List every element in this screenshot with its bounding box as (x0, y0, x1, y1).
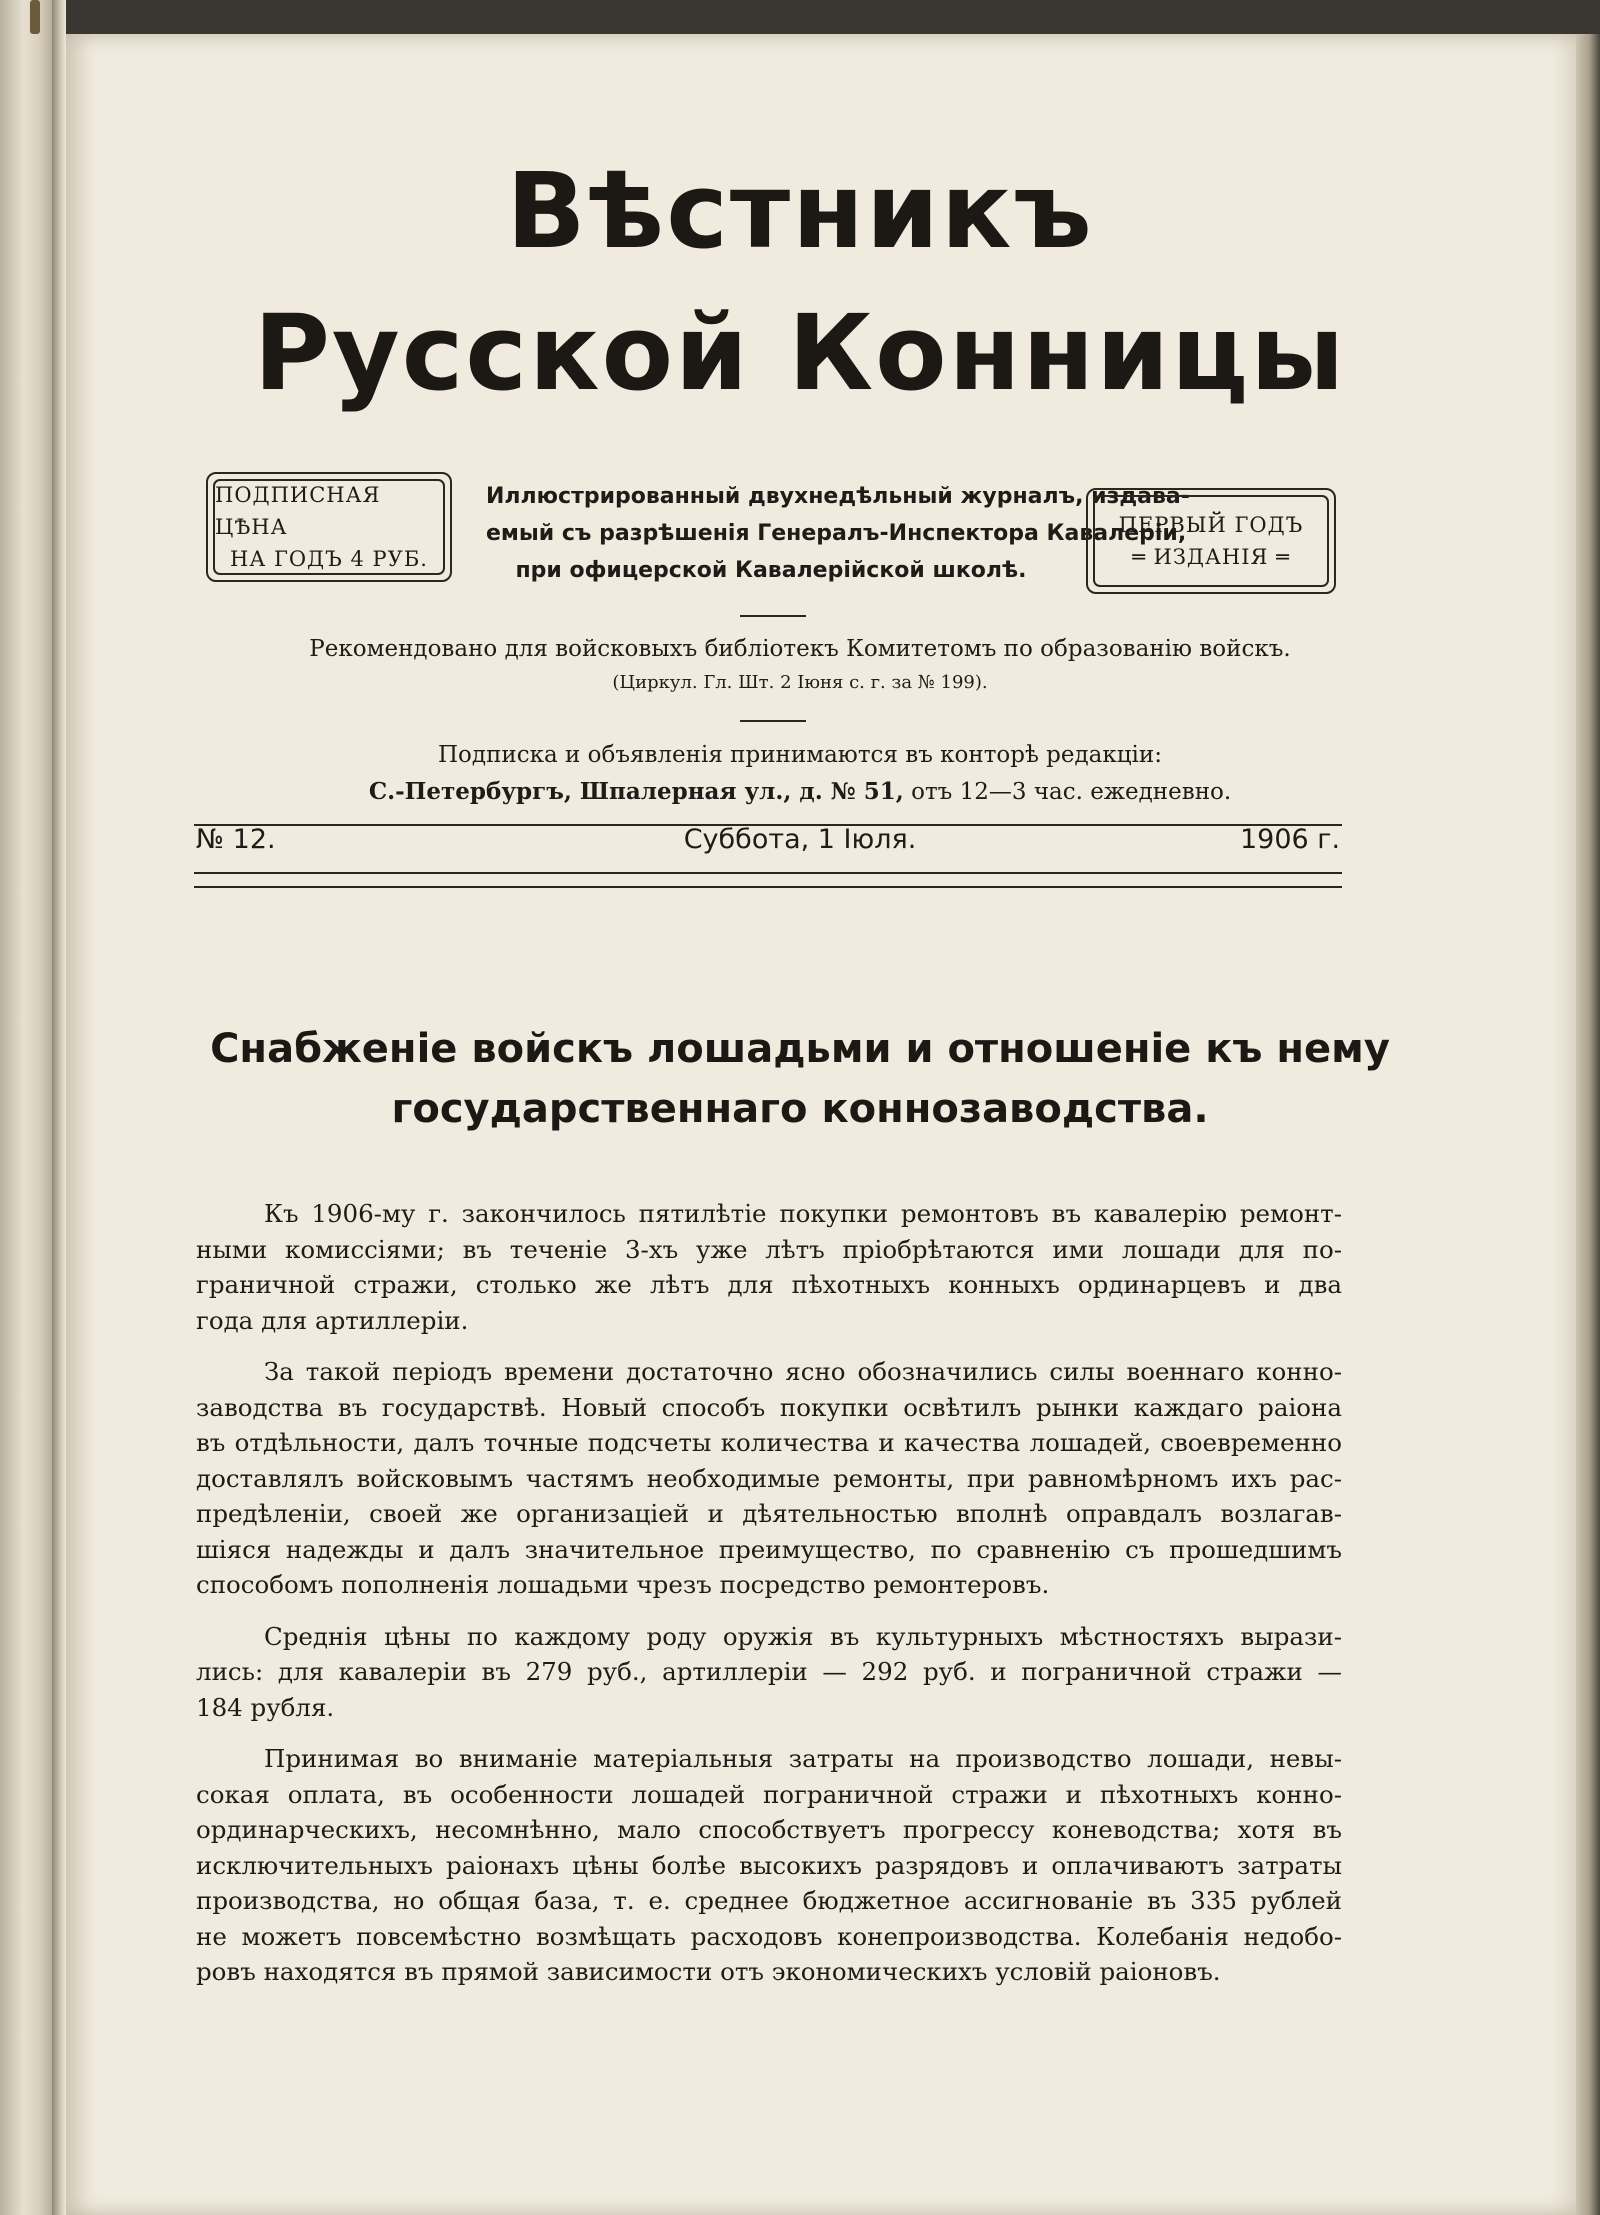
price-box-line2: НА ГОДЪ 4 РУБ. (230, 547, 428, 571)
year-box-line2: ═ ИЗДАНІЯ ═ (1132, 545, 1290, 569)
article-line: Къ 1906-му г. закончилось пятилѣтіе покупки ремонтовъ въ кавалерію ремонт- (264, 1199, 1342, 1228)
article-line: сокая оплата, въ особенности лошадей пограничной стражи и пѣхотныхъ конно- (196, 1779, 1342, 1809)
price-box-line1: ПОДПИСНАЯ ЦѢНА (215, 483, 381, 539)
article-line: лись: для кавалеріи въ 279 руб., артиллеріи — 292 руб. и пограничной стражи — (196, 1657, 1342, 1686)
article-line: года для артиллеріи. (196, 1305, 469, 1335)
article-line: заводства въ государствѣ. Новый способъ покупки освѣтилъ рынки каждаго раіона (196, 1392, 1342, 1422)
article-line: доставлялъ войсковымъ частямъ необходимые ремонты, при равномѣрномъ ихъ рас- (196, 1463, 1342, 1493)
article-headline-line1: Снабженіе войскъ лошадьми и отношеніе къ нему (210, 1026, 1390, 1072)
header-rule-middle (194, 872, 1342, 874)
divider-short (740, 720, 806, 722)
article-line: ординарческихъ, несомнѣнно, мало способствуетъ прогрессу коневодства; хотя въ (196, 1815, 1342, 1844)
masthead-title-line2: Русской Конницы (253, 292, 1347, 414)
subscription-price-box (206, 472, 452, 582)
publication-year-box (1086, 488, 1336, 594)
paragraph-gap (196, 1603, 1342, 1619)
article-line: ровъ находятся въ прямой зависимости отъ экономическихъ условій раіоновъ. (196, 1957, 1221, 1986)
recommendation-line1: Рекомендовано для войсковыхъ библіотекъ Комитетомъ по образованію войскъ. (309, 636, 1291, 662)
article-body (196, 1196, 1342, 1990)
header-rule-bottom (194, 886, 1342, 888)
paragraph-gap (196, 1338, 1342, 1354)
year-box-line1: ПЕРВЫЙ ГОДЪ (1118, 513, 1304, 537)
article-line: производства, но общая база, т. е. среднее бюджетное ассигнованіе въ 335 рублей (196, 1886, 1342, 1915)
binding-cord (30, 0, 40, 34)
article-line: Принимая во вниманіе матеріальныя затраты на производство лошади, невы- (264, 1744, 1342, 1773)
masthead-title-line1: Вѣстникъ (506, 150, 1094, 272)
article-line: 184 рубля. (196, 1692, 335, 1722)
recommendation-line2: (Циркул. Гл. Шт. 2 Іюня с. г. за № 199). (612, 672, 988, 693)
article-line: граничной стражи, столько же лѣтъ для пѣхотныхъ конныхъ ординарцевъ и два (196, 1270, 1342, 1299)
divider-short (740, 615, 806, 617)
subscription-address (0, 778, 1600, 805)
issue-year: 1906 г. (1240, 824, 1341, 855)
address-bold: С.-Петербургъ, Шпалерная ул., д. № 51, (368, 778, 904, 805)
article-line: За такой періодъ времени достаточно ясно обозначились силы военнаго конно- (264, 1357, 1342, 1386)
subtitle-line: Иллюстрированный двухнедѣльный журналъ, издава- (486, 484, 1190, 509)
article-line: исключительныхъ раіонахъ цѣны болѣе высокихъ разрядовъ и оплачиваютъ затраты (196, 1850, 1342, 1880)
article-line: не можетъ повсемѣстно возмѣщать расходовъ конепроизводства. Колебанія недобо- (196, 1921, 1342, 1951)
article-line: шіяся надежды и далъ значительное преимущество, по сравненію съ прошедшимъ (196, 1534, 1342, 1564)
subtitle-line: при офицерской Кавалерійской школѣ. (515, 558, 1027, 583)
article-line: способомъ пополненія лошадьми чрезъ посредство ремонтеровъ. (196, 1570, 1050, 1599)
address-hours: отъ 12—3 час. ежедневно. (903, 779, 1232, 805)
issue-date: Суббота, 1 Іюля. (683, 824, 917, 855)
article-line: Среднія цѣны по каждому роду оружія въ культурныхъ мѣстностяхъ вырази- (264, 1621, 1342, 1651)
subscription-line1: Подписка и объявленія принимаются въ конторѣ редакціи: (438, 742, 1162, 768)
article-headline-line2: государственнаго коннозаводства. (391, 1086, 1209, 1132)
article-line: ными комиссіями; въ теченіе 3-хъ уже лѣтъ пріобрѣтаются ими лошади для по- (196, 1234, 1342, 1264)
subtitle-line: емый съ разрѣшенія Генералъ-Инспектора Кавалеріи, (486, 521, 1187, 546)
paragraph-gap (196, 1725, 1342, 1741)
issue-number: № 12. (196, 824, 276, 855)
article-line: въ отдѣльности, далъ точные подсчеты количества и качества лошадей, своевременно (196, 1428, 1342, 1457)
article-line: предѣленіи, своей же организаціей и дѣятельностью вполнѣ оправдалъ возлагав- (196, 1499, 1342, 1528)
journal-subtitle (486, 478, 1190, 589)
